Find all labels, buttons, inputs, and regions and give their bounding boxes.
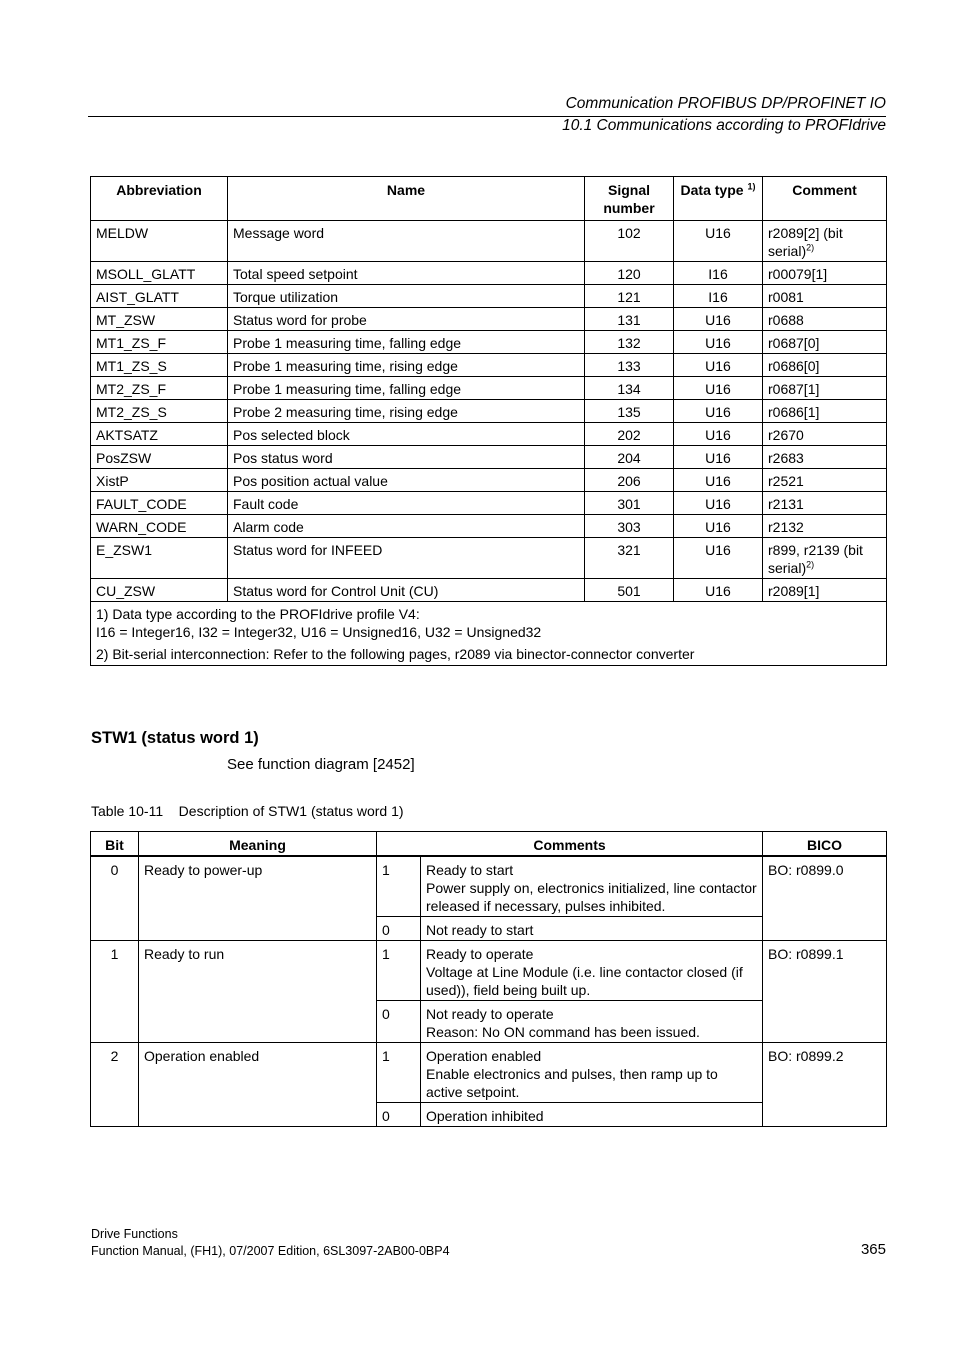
abbreviation-cell-text: CU_ZSW (96, 583, 156, 599)
abbreviation-cell (91, 423, 228, 446)
table-row (91, 538, 887, 579)
bico-cell: BO: r0899.1 (763, 941, 887, 1043)
table-row (91, 285, 887, 308)
name-cell-text: Probe 1 measuring time, rising edge (233, 358, 458, 374)
name-cell-text: Total speed setpoint (233, 266, 358, 282)
abbreviation-cell (91, 538, 228, 579)
signal-number-cell (585, 538, 674, 579)
stw1-table (90, 831, 887, 1127)
name-cell (228, 331, 585, 354)
data-type-cell-text: U16 (705, 358, 731, 374)
name-cell-text: Status word for INFEED (233, 542, 383, 558)
abbreviation-cell-text: MT_ZSW (96, 312, 156, 328)
data-type-cell (674, 377, 763, 400)
comment-cell-text: r00079[1] (768, 266, 828, 282)
meaning-cell: Operation enabled (139, 1043, 377, 1127)
data-type-cell-text: U16 (705, 450, 731, 466)
signal-number-cell (585, 446, 674, 469)
footnote-ref: 2) (806, 242, 815, 253)
running-header-section: 10.1 Communications according to PROFIdrive (562, 117, 886, 134)
comment-cell-text: r0081 (768, 289, 804, 305)
bit-cell: 0 (91, 856, 139, 941)
table-row (91, 308, 887, 331)
comment-cell (763, 400, 887, 423)
stw1-table-body (91, 856, 887, 1127)
table-row (91, 469, 887, 492)
signal-number-cell (585, 377, 674, 400)
abbreviation-cell (91, 262, 228, 285)
signal-number-cell-text: 202 (617, 427, 641, 443)
header-bit: Bit (91, 832, 139, 857)
name-cell-text: Status word for Control Unit (CU) (233, 583, 439, 599)
signal-number-cell (585, 515, 674, 538)
abbreviation-cell (91, 354, 228, 377)
bico-cell: BO: r0899.2 (763, 1043, 887, 1127)
bico-cell: BO: r0899.0 (763, 856, 887, 941)
name-cell (228, 308, 585, 331)
abbreviation-cell (91, 285, 228, 308)
comment-cell (763, 262, 887, 285)
footnote-ref: 2) (806, 559, 815, 570)
abbreviation-cell-text: WARN_CODE (96, 519, 187, 535)
signal-number-cell-text: 204 (617, 450, 641, 466)
signal-number-cell-text: 132 (617, 335, 641, 351)
footnote-2: 2) Bit-serial interconnection: Refer to the following pages, r2089 via binector-connector converter (91, 641, 887, 666)
signal-number-cell (585, 469, 674, 492)
value-cell: 0 (377, 917, 421, 941)
name-cell-text: Probe 2 measuring time, rising edge (233, 404, 458, 420)
signal-table-footnote-1 (91, 602, 887, 642)
comment-cell-text: r2089[2] (bit serial) (768, 225, 843, 259)
data-type-cell (674, 538, 763, 579)
footnote-1-line-1: 1) Data type according to the PROFIdrive profile V4: (96, 606, 420, 622)
data-type-cell (674, 469, 763, 492)
comment-cell-text: r0688 (768, 312, 804, 328)
table-row (91, 221, 887, 262)
value-cell: 0 (377, 1001, 421, 1043)
header-data-type-note: 1) (747, 181, 756, 192)
signal-number-cell-text: 301 (617, 496, 641, 512)
table-row (91, 856, 887, 917)
header-comments: Comments (377, 832, 763, 857)
value-cell: 1 (377, 1043, 421, 1103)
data-type-cell-text: U16 (705, 404, 731, 420)
header-name: Name (228, 177, 585, 221)
page-number: 365 (860, 1241, 886, 1258)
comment-cell-text: r2089[1] (768, 583, 820, 599)
comment-cell (763, 579, 887, 602)
signal-number-cell (585, 423, 674, 446)
abbreviation-cell (91, 515, 228, 538)
header-signal-number: Signal number (585, 177, 674, 221)
abbreviation-cell (91, 221, 228, 262)
comment-cell: Operation enabled Enable electronics and pulses, then ramp up to active setpoint. (421, 1043, 763, 1103)
comment-cell: Ready to operate Voltage at Line Module (i.e. line contactor closed (if used)), field being built up. (421, 941, 763, 1001)
name-cell (228, 285, 585, 308)
signal-number-cell-text: 321 (617, 542, 641, 558)
data-type-cell-text: U16 (705, 519, 731, 535)
table-row (91, 941, 887, 1001)
signal-table (90, 176, 887, 666)
header-abbreviation: Abbreviation (91, 177, 228, 221)
signal-number-cell-text: 120 (617, 266, 641, 282)
data-type-cell-text: U16 (705, 225, 731, 241)
signal-table-footnote-2 (91, 641, 887, 666)
data-type-cell (674, 221, 763, 262)
comment-cell-text: r0687[0] (768, 335, 820, 351)
signal-number-cell (585, 400, 674, 423)
abbreviation-cell (91, 492, 228, 515)
name-cell (228, 377, 585, 400)
comment-cell (763, 538, 887, 579)
value-cell: 1 (377, 856, 421, 917)
table-row (91, 423, 887, 446)
comment-cell-text: r2521 (768, 473, 804, 489)
data-type-cell (674, 331, 763, 354)
name-cell (228, 446, 585, 469)
data-type-cell (674, 400, 763, 423)
name-cell (228, 423, 585, 446)
table-row (91, 400, 887, 423)
abbreviation-cell-text: MELDW (96, 225, 149, 241)
comment-cell: Not ready to operate Reason: No ON command has been issued. (421, 1001, 763, 1043)
function-diagram-reference: See function diagram [2452] (227, 756, 415, 773)
abbreviation-cell-text: MT2_ZS_F (96, 381, 167, 397)
meaning-cell: Ready to run (139, 941, 377, 1043)
comment-cell (763, 446, 887, 469)
comment-cell-text: r899, r2139 (bit serial) (768, 542, 863, 576)
data-type-cell-text: U16 (705, 312, 731, 328)
name-cell (228, 538, 585, 579)
data-type-cell (674, 492, 763, 515)
signal-number-cell (585, 262, 674, 285)
name-cell (228, 400, 585, 423)
name-cell (228, 469, 585, 492)
data-type-cell-text: I16 (708, 266, 728, 282)
header-bico: BICO (763, 832, 887, 857)
data-type-cell-text: U16 (705, 583, 731, 599)
abbreviation-cell-text: MT1_ZS_F (96, 335, 167, 351)
signal-number-cell (585, 285, 674, 308)
signal-number-cell (585, 579, 674, 602)
data-type-cell-text: U16 (705, 473, 731, 489)
name-cell-text: Fault code (233, 496, 299, 512)
name-cell (228, 262, 585, 285)
comment-cell (763, 423, 887, 446)
data-type-cell (674, 446, 763, 469)
comment-cell-text: r2131 (768, 496, 804, 512)
name-cell-text: Alarm code (233, 519, 304, 535)
signal-number-cell-text: 134 (617, 381, 641, 397)
abbreviation-cell (91, 377, 228, 400)
header-meaning: Meaning (139, 832, 377, 857)
comment-cell (763, 331, 887, 354)
abbreviation-cell-text: MSOLL_GLATT (96, 266, 196, 282)
table-row (91, 1043, 887, 1103)
table-row (91, 262, 887, 285)
name-cell-text: Message word (233, 225, 325, 241)
comment-cell-text: r2132 (768, 519, 804, 535)
abbreviation-cell (91, 331, 228, 354)
signal-number-cell-text: 133 (617, 358, 641, 374)
signal-number-cell (585, 492, 674, 515)
data-type-cell-text: U16 (705, 335, 731, 351)
comment-cell-text: r0687[1] (768, 381, 820, 397)
meaning-cell: Ready to power-up (139, 856, 377, 941)
data-type-cell-text: U16 (705, 381, 731, 397)
name-cell-text: Probe 1 measuring time, falling edge (233, 381, 462, 397)
comment-cell (763, 469, 887, 492)
table-row (91, 579, 887, 602)
data-type-cell (674, 515, 763, 538)
abbreviation-cell-text: XistP (96, 473, 129, 489)
data-type-cell-text: I16 (708, 289, 728, 305)
table-row (91, 331, 887, 354)
abbreviation-cell (91, 579, 228, 602)
comment-cell: Not ready to start (421, 917, 763, 941)
name-cell-text: Status word for probe (233, 312, 367, 328)
data-type-cell (674, 308, 763, 331)
abbreviation-cell-text: FAULT_CODE (96, 496, 187, 512)
abbreviation-cell (91, 308, 228, 331)
data-type-cell-text: U16 (705, 496, 731, 512)
comment-cell: Operation inhibited (421, 1103, 763, 1127)
abbreviation-cell-text: AKTSATZ (96, 427, 158, 443)
data-type-cell-text: U16 (705, 427, 731, 443)
bit-cell: 2 (91, 1043, 139, 1127)
value-cell: 0 (377, 1103, 421, 1127)
signal-number-cell-text: 135 (617, 404, 641, 420)
data-type-cell (674, 354, 763, 377)
signal-number-cell (585, 354, 674, 377)
comment-cell (763, 221, 887, 262)
abbreviation-cell (91, 400, 228, 423)
section-heading: STW1 (status word 1) (91, 729, 259, 747)
comment-cell-text: r0686[1] (768, 404, 820, 420)
comment-cell (763, 285, 887, 308)
name-cell (228, 221, 585, 262)
name-cell (228, 354, 585, 377)
table-caption: Table 10-11 Description of STW1 (status word 1) (91, 803, 404, 819)
abbreviation-cell-text: PosZSW (96, 450, 152, 466)
abbreviation-cell-text: MT2_ZS_S (96, 404, 167, 420)
header-data-type (674, 177, 763, 221)
comment-cell: Ready to start Power supply on, electronics initialized, line contactor released if necessary, pulses inhibited. (421, 856, 763, 917)
data-type-cell (674, 423, 763, 446)
footer-title: Drive Functions (91, 1227, 178, 1241)
name-cell-text: Probe 1 measuring time, falling edge (233, 335, 462, 351)
comment-cell (763, 492, 887, 515)
signal-number-cell (585, 308, 674, 331)
data-type-cell (674, 579, 763, 602)
name-cell (228, 492, 585, 515)
comment-cell-text: r0686[0] (768, 358, 820, 374)
table-row (91, 515, 887, 538)
name-cell (228, 579, 585, 602)
bit-cell: 1 (91, 941, 139, 1043)
comment-cell (763, 354, 887, 377)
signal-table-body (91, 221, 887, 602)
stw1-table-header (91, 832, 887, 857)
running-header-chapter: Communication PROFIBUS DP/PROFINET IO (565, 95, 886, 112)
signal-number-cell-text: 121 (617, 289, 641, 305)
table-row (91, 377, 887, 400)
header-data-type-label: Data type (680, 182, 744, 198)
comment-cell-text: r2670 (768, 427, 804, 443)
comment-cell (763, 515, 887, 538)
table-row (91, 354, 887, 377)
footnote-1-line-2: I16 = Integer16, I32 = Integer32, U16 = Unsigned16, U32 = Unsigned32 (96, 624, 542, 640)
table-row (91, 492, 887, 515)
data-type-cell (674, 285, 763, 308)
signal-number-cell-text: 501 (617, 583, 641, 599)
signal-number-cell (585, 331, 674, 354)
comment-cell (763, 377, 887, 400)
signal-table-header (91, 177, 887, 221)
header-comment: Comment (763, 177, 887, 221)
data-type-cell-text: U16 (705, 542, 731, 558)
name-cell-text: Torque utilization (233, 289, 339, 305)
name-cell-text: Pos selected block (233, 427, 350, 443)
signal-number-cell-text: 206 (617, 473, 641, 489)
signal-number-cell-text: 102 (617, 225, 641, 241)
footer-edition: Function Manual, (FH1), 07/2007 Edition, 6SL3097-2AB00-0BP4 (91, 1244, 450, 1258)
abbreviation-cell-text: E_ZSW1 (96, 542, 153, 558)
abbreviation-cell (91, 469, 228, 492)
value-cell: 1 (377, 941, 421, 1001)
signal-number-cell (585, 221, 674, 262)
comment-cell (763, 308, 887, 331)
data-type-cell (674, 262, 763, 285)
name-cell-text: Pos status word (233, 450, 333, 466)
name-cell (228, 515, 585, 538)
abbreviation-cell (91, 446, 228, 469)
abbreviation-cell-text: AIST_GLATT (96, 289, 179, 305)
table-row (91, 446, 887, 469)
abbreviation-cell-text: MT1_ZS_S (96, 358, 167, 374)
signal-number-cell-text: 303 (617, 519, 641, 535)
signal-number-cell-text: 131 (617, 312, 641, 328)
name-cell-text: Pos position actual value (233, 473, 388, 489)
comment-cell-text: r2683 (768, 450, 804, 466)
